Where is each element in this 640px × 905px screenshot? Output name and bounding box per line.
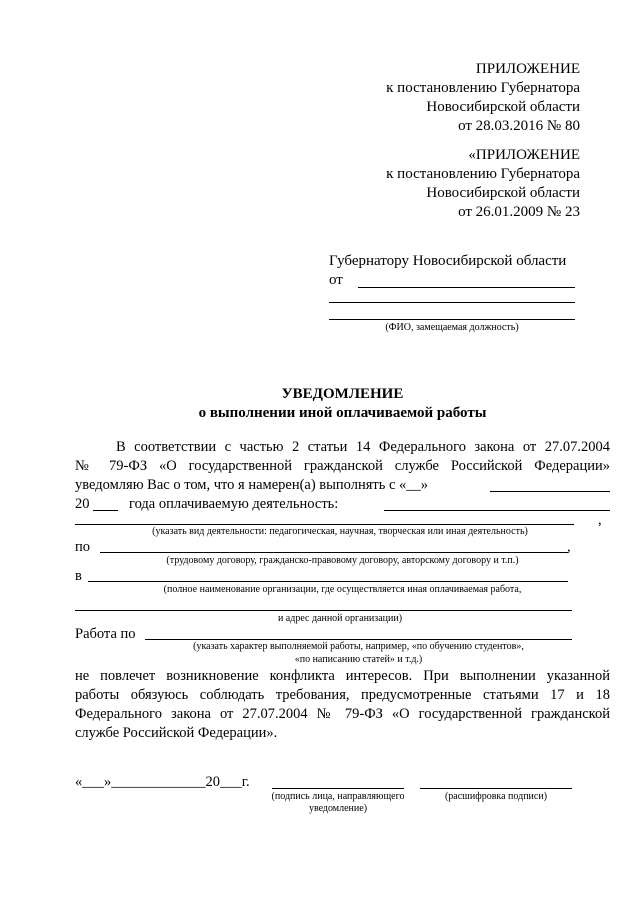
- activity-caption: (указать вид деятельности: педагогическая, научная, творческая или иная деятельность): [152, 526, 528, 537]
- signature-decode-field-line[interactable]: [420, 788, 572, 789]
- signature-caption-2: уведомление): [308, 803, 368, 814]
- appendix-line: Новосибирской области: [426, 185, 580, 201]
- organization-caption-2: и адрес данной организации): [277, 613, 403, 624]
- paragraph-line: службе Российской Федерации».: [75, 725, 278, 741]
- comma: ,: [598, 512, 602, 528]
- fio-field-line-1[interactable]: [358, 287, 575, 288]
- work-caption-2: «по написанию статей» и т.д.): [294, 654, 423, 665]
- signature-field-line[interactable]: [272, 788, 404, 789]
- paragraph-line: уведомляю Вас о том, что я намерен(а) выполнять с «__»: [75, 477, 429, 493]
- signature-decode-caption: (расшифровка подписи): [444, 791, 548, 802]
- paragraph-line: № 79-ФЗ «О государственной гражданской службе Российской Федерации»: [75, 458, 610, 474]
- year-prefix: 20: [75, 496, 90, 512]
- organization-caption: (полное наименование организации, где осуществляется иная оплачиваемая работа,: [163, 584, 522, 595]
- appendix-line: к постановлению Губернатора: [386, 166, 580, 182]
- appendix-block-2: [380, 146, 580, 222]
- start-date-field-line[interactable]: [490, 491, 610, 492]
- po-label: по: [75, 539, 91, 555]
- activity-field-line-1[interactable]: [384, 510, 610, 511]
- activity-field-line-2[interactable]: [75, 524, 574, 525]
- paragraph-line: не повлечет возникновение конфликта интересов. При выполнении указанной: [75, 668, 610, 684]
- addressee-to: Губернатору Новосибирской области: [329, 253, 567, 269]
- year-field-line[interactable]: [93, 510, 118, 511]
- contract-field-line[interactable]: [100, 552, 568, 553]
- contract-caption: (трудовому договору, гражданско-правовому договору, авторскому договору и т.п.): [166, 555, 519, 566]
- paragraph-line: года оплачиваемую деятельность:: [129, 496, 339, 512]
- comma: ,: [567, 539, 571, 555]
- signature-caption-1: (подпись лица, направляющего: [271, 791, 405, 802]
- appendix-block-1: [380, 60, 580, 136]
- appendix-date: от 26.01.2009 № 23: [458, 204, 580, 220]
- organization-field-line-2[interactable]: [75, 610, 572, 611]
- work-label: Работа по: [75, 626, 136, 642]
- fio-field-line-3[interactable]: [329, 319, 575, 320]
- paragraph-line: Федерального закона от 27.07.2004 № 79-ФЗ «О государственной гражданской: [75, 706, 610, 722]
- appendix-line: Новосибирской области: [426, 99, 580, 115]
- fio-field-line-2[interactable]: [329, 302, 575, 303]
- appendix-line: к постановлению Губернатора: [386, 80, 580, 96]
- document-title: УВЕДОМЛЕНИЕ: [281, 386, 404, 402]
- signature-date[interactable]: «___»_____________20___г.: [75, 774, 250, 790]
- work-caption-1: (указать характер выполняемой работы, например, «по обучению студентов»,: [193, 641, 524, 652]
- appendix-title: ПРИЛОЖЕНИЕ: [475, 61, 580, 77]
- fio-caption: (ФИО, замещаемая должность): [385, 322, 519, 333]
- appendix-title: «ПРИЛОЖЕНИЕ: [468, 147, 580, 163]
- paragraph-line: работы обязуюсь соблюдать требования, предусмотренные статьями 17 и 18: [75, 687, 610, 703]
- organization-field-line-1[interactable]: [88, 581, 568, 582]
- work-field-line[interactable]: [145, 639, 572, 640]
- addressee-from-label: от: [329, 272, 343, 288]
- document-subtitle: о выполнении иной оплачиваемой работы: [198, 405, 487, 421]
- v-label: в: [75, 568, 82, 584]
- paragraph-line: В соответствии с частью 2 статьи 14 Федерального закона от 27.07.2004: [116, 439, 610, 455]
- appendix-date: от 28.03.2016 № 80: [458, 118, 580, 134]
